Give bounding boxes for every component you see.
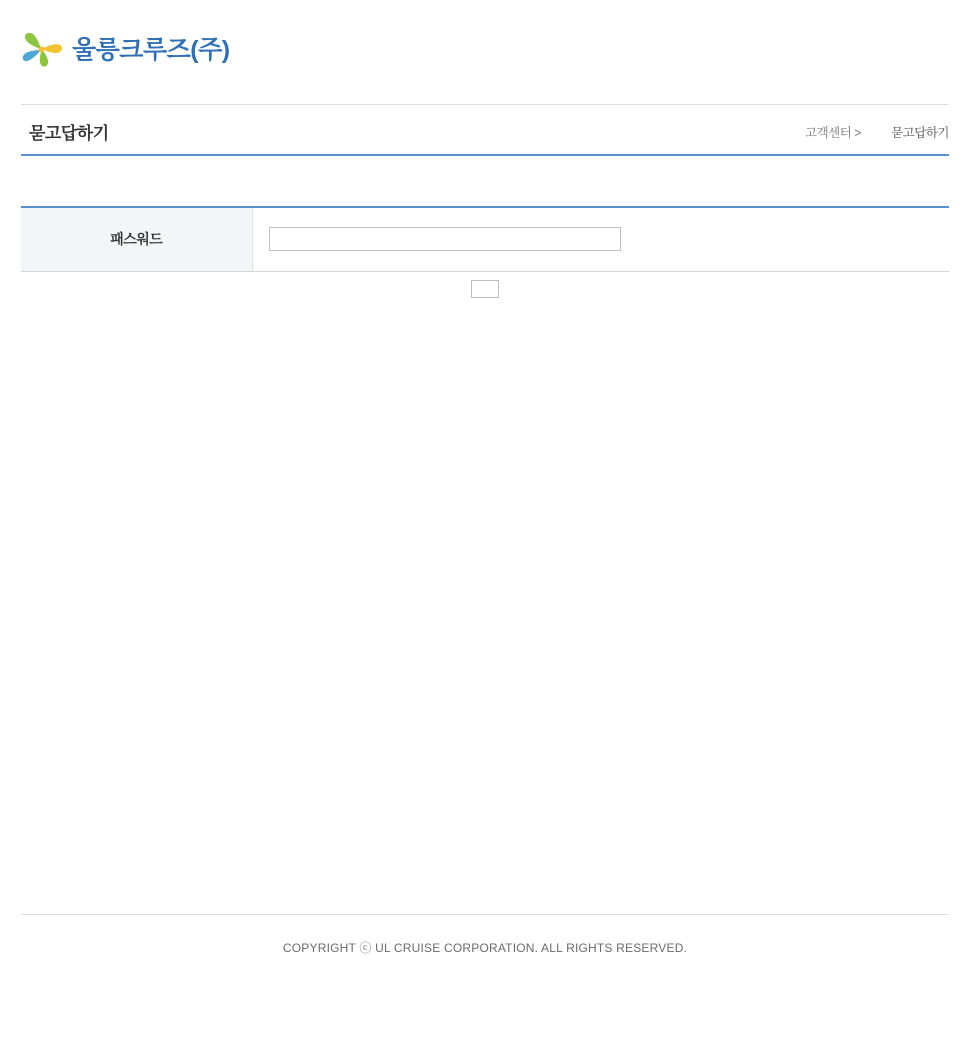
- site-footer: [21, 914, 949, 956]
- table-row: [21, 207, 949, 271]
- password-form-table: [21, 206, 949, 272]
- password-input[interactable]: [269, 227, 621, 251]
- main-content: [21, 156, 949, 298]
- pinwheel-flower-icon: [21, 29, 63, 71]
- submit-button[interactable]: [471, 280, 499, 298]
- page-titlebar: [21, 104, 949, 156]
- page-title: 묻고답하기: [29, 124, 109, 143]
- password-label: 패스워드: [21, 207, 252, 271]
- breadcrumb: [805, 123, 949, 141]
- breadcrumb-current: 묻고답하기: [891, 126, 949, 140]
- logo-text-main: 울릉크루즈: [72, 35, 191, 64]
- password-field-cell: [252, 207, 949, 271]
- copyright-text: COPYRIGHT ⓒ UL CRUISE CORPORATION. ALL RIGHTS RESERVED.: [282, 941, 688, 955]
- site-header: [0, 0, 970, 104]
- form-button-row: [21, 280, 949, 298]
- breadcrumb-parent[interactable]: 고객센터 >: [805, 126, 862, 140]
- logo-text: [72, 35, 230, 64]
- logo-text-suffix: (주): [190, 35, 230, 64]
- site-logo[interactable]: [21, 29, 230, 71]
